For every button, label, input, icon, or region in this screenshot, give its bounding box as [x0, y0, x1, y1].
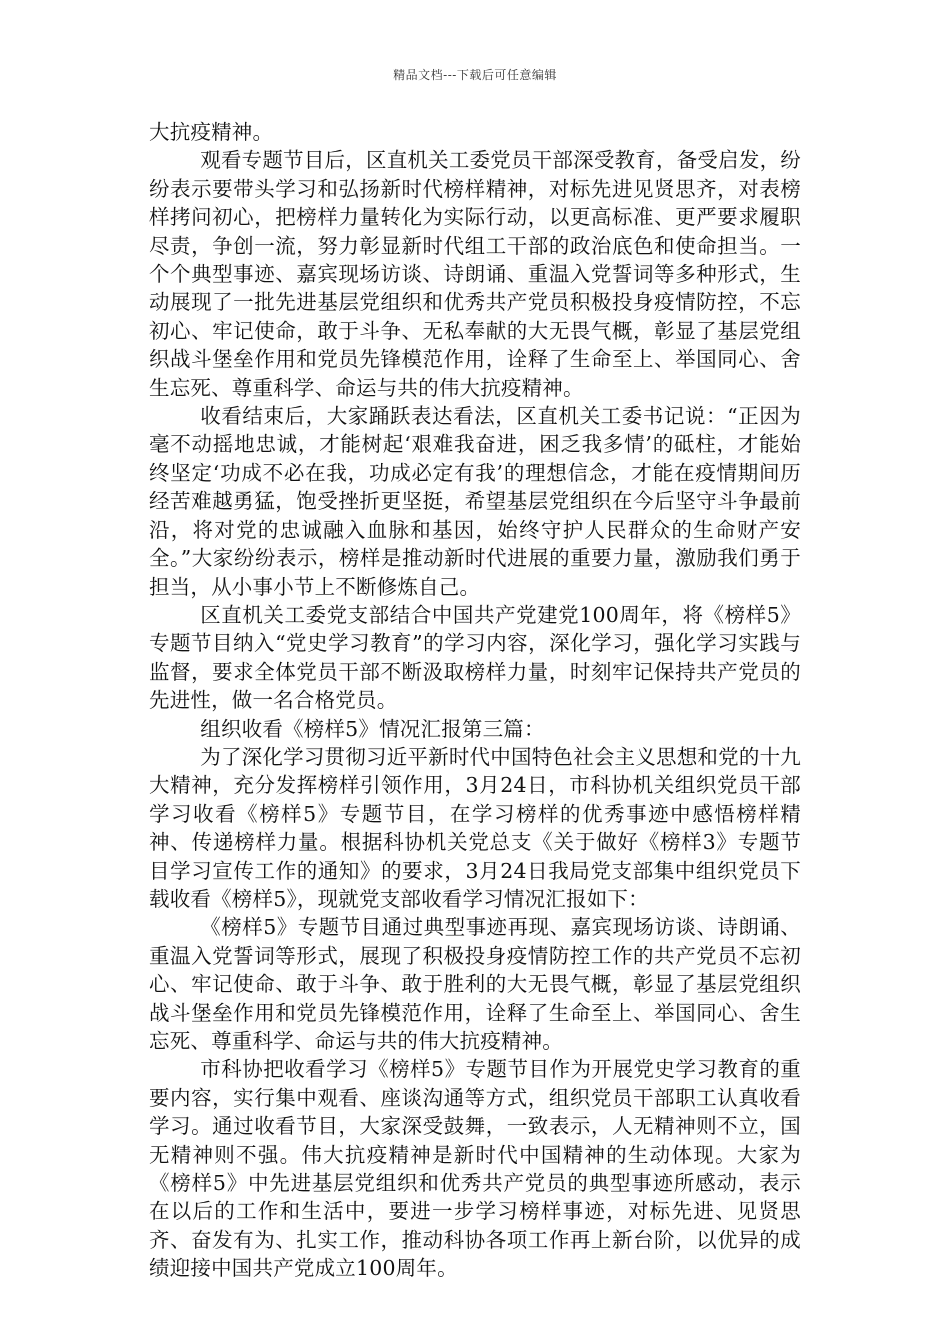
section-heading: 组织收看《榜样5》情况汇报第三篇：: [200, 716, 545, 741]
paragraph-4: 区直机关工委党支部结合中国共产党建党100周年，将《榜样5》专题节目纳入“党史学习教育”的学习内容，深化学习，强化学习实践与监督，要求全体党员干部不断汲取榜样力量，时刻牢记保持共产党员的先进性，做一名合格党员。: [149, 602, 801, 713]
paragraph-5: 为了深化学习贯彻习近平新时代中国特色社会主义思想和党的十九大精神，充分发挥榜样引领作用，3月24日，市科协机关组织党员干部学习收看《榜样5》专题节目，在学习榜样的优秀事迹中感悟榜样精神、传递榜样力量。根据科协机关党总支《关于做好《榜样3》专题节目学习宣传工作的通知》的要求，3月24日我局党支部集中组织党员下载收看《榜样5》，现就党支部收看学习情况汇报如下：: [149, 744, 801, 911]
page-header: 精品文档---下载后可任意编辑: [393, 68, 557, 82]
paragraph-3: 收看结束后，大家踊跃表达看法，区直机关工委书记说：“正因为毫不动摇地忠诚，才能树起‘艰难我奋进，困乏我多情’的砥柱，才能始终坚定‘功成不必在我，功成必定有我’的理想信念，才能在疫情期间历经苦难越勇猛，饱受挫折更坚挺，希望基层党组织在今后坚守斗争最前沿，将对党的忠诚融入血脉和基因，始终守护人民群众的生命财产安全。”大家纷纷表示，榜样是推动新时代进展的重要力量，激励我们勇于担当，从小事小节上不断修炼自己。: [149, 404, 801, 599]
paragraph-1: 大抗疫精神。: [149, 120, 274, 144]
paragraph-6: 《榜样5》专题节目通过典型事迹再现、嘉宾现场访谈、诗朗诵、重温入党誓词等形式，展现了积极投身疫情防控工作的共产党员不忘初心、牢记使命、敢于斗争、敢于胜利的大无畏气概，彰显了基层党组织战斗堡垒作用和党员先锋模范作用，诠释了生命至上、举国同心、舍生忘死、尊重科学、命运与共的伟大抗疫精神。: [149, 915, 801, 1053]
paragraph-2: 观看专题节目后，区直机关工委党员干部深受教育，备受启发，纷纷表示要带头学习和弘扬新时代榜样精神，对标先进见贤思齐，对表榜样拷问初心，把榜样力量转化为实际行动，以更高标准、更严要求履职尽责，争创一流，努力彰显新时代组工干部的政治底色和使命担当。一个个典型事迹、嘉宾现场访谈、诗朗诵、重温入党誓词等多种形式，生动展现了一批先进基层党组织和优秀共产党员积极投身疫情防控，不忘初心、牢记使命，敢于斗争、无私奉献的大无畏气概，彰显了基层党组织战斗堡垒作用和党员先锋模范作用，诠释了生命至上、举国同心、舍生忘死、尊重科学、命运与共的伟大抗疫精神。: [149, 148, 801, 400]
document-body: [149, 118, 801, 1283]
paragraph-7: 市科协把收看学习《榜样5》专题节目作为开展党史学习教育的重要内容，实行集中观看、座谈沟通等方式，组织党员干部职工认真收看学习。通过收看节目，大家深受鼓舞，一致表示，人无精神则不立，国无精神则不强。伟大抗疫精神是新时代中国精神的生动体现。大家为《榜样5》中先进基层党组织和优秀共产党员的典型事迹所感动，表示在以后的工作和生活中，要进一步学习榜样事迹，对标先进、见贤思齐、奋发有为、扎实工作，推动科协各项工作再上新台阶，以优异的成绩迎接中国共产党成立100周年。: [149, 1057, 801, 1281]
